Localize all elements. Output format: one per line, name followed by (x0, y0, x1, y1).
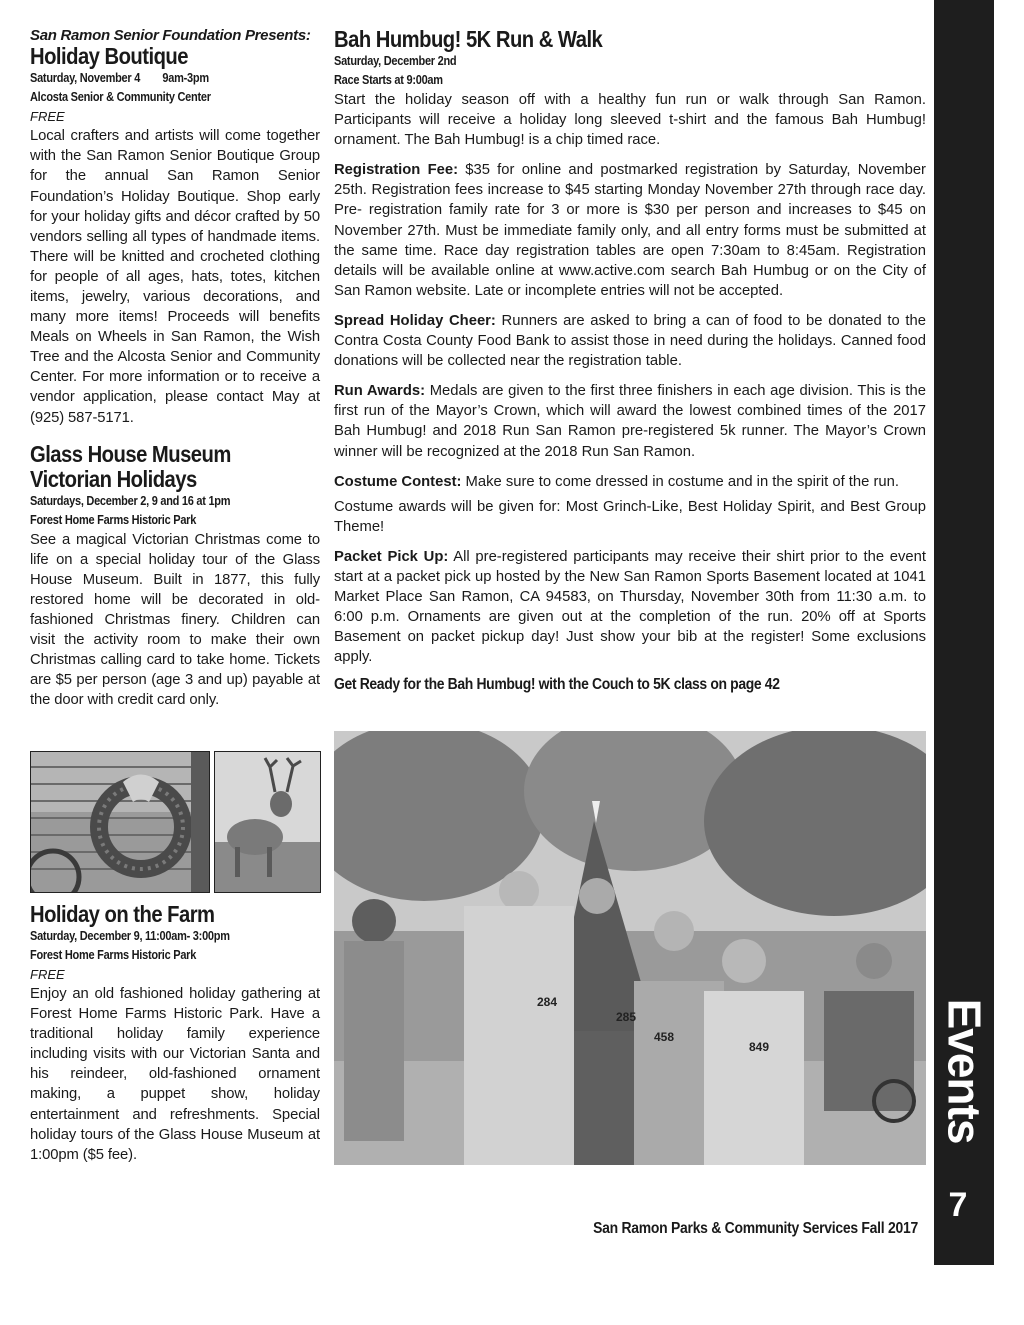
humbug-packet (334, 547, 926, 668)
bib-number: 284 (537, 995, 558, 1009)
boutique-title: Holiday Boutique (30, 43, 188, 70)
boutique-fee: FREE (30, 109, 65, 125)
page-footer: San Ramon Parks & Community Services Fall 2017 (593, 1220, 918, 1237)
left-column (30, 27, 320, 711)
right-column (334, 27, 926, 695)
packet-text: All pre-registered participants may receive their shirt prior to the event start at a packet pick up hosted by the New San Ramon Sports Basement located at 1041 Market Place San Ramon, CA 94583, on Thursday, November 30th from 11:30 a.m. to 6:00 p.m. Ornaments are given out at the completion of the run. 20% off at Sports Basement on packet pickup day! Just show your bib at the register! Some exclusions apply. (334, 548, 926, 666)
farm-body: Enjoy an old fashioned holiday gathering at Forest Home Farms Historic Park. Have a traditional holiday family experience including visits with our Victorian Santa and his reindeer, old-fashioned ornament making, a puppet show, holiday entertainment and refreshments. Special holiday tours of the Glass House Museum at 1:00pm ($5 fee). (30, 986, 320, 1163)
wreath-wagon-image (31, 752, 209, 892)
farm-datetime: Saturday, December 9, 11:00am- 3:00pm (30, 929, 230, 943)
wreath-photo (30, 751, 210, 893)
registration-label: Registration Fee: (334, 162, 458, 179)
awards-label: Run Awards: (334, 383, 426, 400)
costume-text: Make sure to come dressed in costume and in the spirit of the run. (461, 473, 899, 490)
glasshouse-title-line2: Victorian Holidays (30, 465, 197, 492)
bib-number: 849 (749, 1040, 770, 1054)
glasshouse-location: Forest Home Farms Historic Park (30, 512, 197, 527)
bib-number: 285 (616, 1010, 637, 1024)
section-label-text: Events (938, 998, 991, 1144)
reindeer-image (215, 752, 320, 892)
boutique-datetime: Saturday, November 4 9am-3pm (30, 71, 209, 86)
bib-number: 458 (654, 1030, 675, 1044)
section-label (934, 998, 994, 1144)
couch-to-5k-callout: Get Ready for the Bah Humbug! with the Couch to 5K class on page 42 (334, 676, 780, 694)
farm-section (30, 902, 320, 1165)
humbug-cheer (334, 311, 926, 371)
humbug-start: Race Starts at 9:00am (334, 73, 443, 87)
costumed-runners-image (334, 731, 926, 1165)
humbug-intro: Start the holiday season off with a healthy fun run or walk through San Ramon. Participants will receive a holiday long sleeved t-shirt and the famous Bah Humbug! ornament. The Bah Humbug! is a chip timed race. (334, 92, 926, 149)
boutique-body: Local crafters and artists will come together with the San Ramon Senior Boutique Group for the annual San Ramon Senior Foundation’s Holiday Boutique. Shop early for your holiday gifts and décor crafted by 50 vendors selling all types of handmade items. There will be knitted and crocheted clothing for people of all ages, hats, totes, kitchen items, jewelry, various decorations, and many more items! Proceeds will benefits Meals on Wheels in San Ramon, the Wish Tree and the Alcosta Senior and Community Center. For more information or to receive a vendor application, please contact May at (925) 587-5171. (30, 128, 320, 426)
awards-text: Medals are given to the first three finishers in each age division. This is the first run of the Mayor’s Crown, which will award the lowest combined times of the 2017 Bah Humbug! and 2018 Run San Ramon pre-registered 5k runner. The Mayor’s Crown winner will be recognized at the 2018 Run San Ramon. (334, 383, 927, 460)
farm-location: Forest Home Farms Historic Park (30, 948, 197, 962)
cheer-label: Spread Holiday Cheer: (334, 312, 496, 329)
humbug-title: Bah Humbug! 5K Run & Walk (334, 26, 603, 52)
glasshouse-datetime: Saturdays, December 2, 9 and 16 at 1pm (30, 493, 231, 508)
farm-fee: FREE (30, 967, 65, 982)
glasshouse-title-line1: Glass House Museum (30, 440, 231, 467)
boutique-presenter: San Ramon Senior Foundation Presents: (30, 27, 311, 44)
boutique-location: Alcosta Senior & Community Center (30, 90, 211, 105)
humbug-date: Saturday, December 2nd (334, 54, 457, 68)
registration-text: $35 for online and postmarked registration by Saturday, November 25th. Registration fees increase to $45 starting Monday November 27th through race day. Pre- registration family rate for 3 or more is $30 per person and increases to $45 on November 27th. Must be immediate family only, and all entry forms must be submitted at the same time. Race day registration tables are open 7:30am to 8:45am. Registration details will be available online at www.active.com search Bah Humbug or on the City of San Ramon website. Late or incomplete entries will not be accepted. (334, 162, 926, 299)
costume-label: Costume Contest: (334, 473, 462, 490)
reindeer-photo (214, 751, 321, 893)
humbug-registration (334, 160, 926, 301)
farm-title: Holiday on the Farm (30, 901, 215, 927)
runners-photo (334, 731, 926, 1165)
humbug-costume-awards: Costume awards will be given for: Most Grinch-Like, Best Holiday Spirit, and Best Group Theme! (334, 498, 926, 535)
humbug-awards (334, 381, 926, 461)
humbug-costume (334, 472, 926, 492)
cheer-text: Runners are asked to bring a can of food to be donated to the Contra Costa County Food Bank to assist those in need during the holidays. Canned food donations will be collected near the registration table. (334, 312, 926, 370)
page-number: 7 (948, 1186, 968, 1224)
glasshouse-body: See a magical Victorian Christmas come to life on a special holiday tour of the Glass House Museum. Built in 1877, this fully restored home will be decorated in old-fashioned Christmas finery. Children can visit the activity room to make their own Christmas calling card to take home. Tickets are $5 per person (age 3 and up) payable at the door with credit card only. (30, 531, 320, 709)
packet-label: Packet Pick Up: (334, 548, 449, 565)
